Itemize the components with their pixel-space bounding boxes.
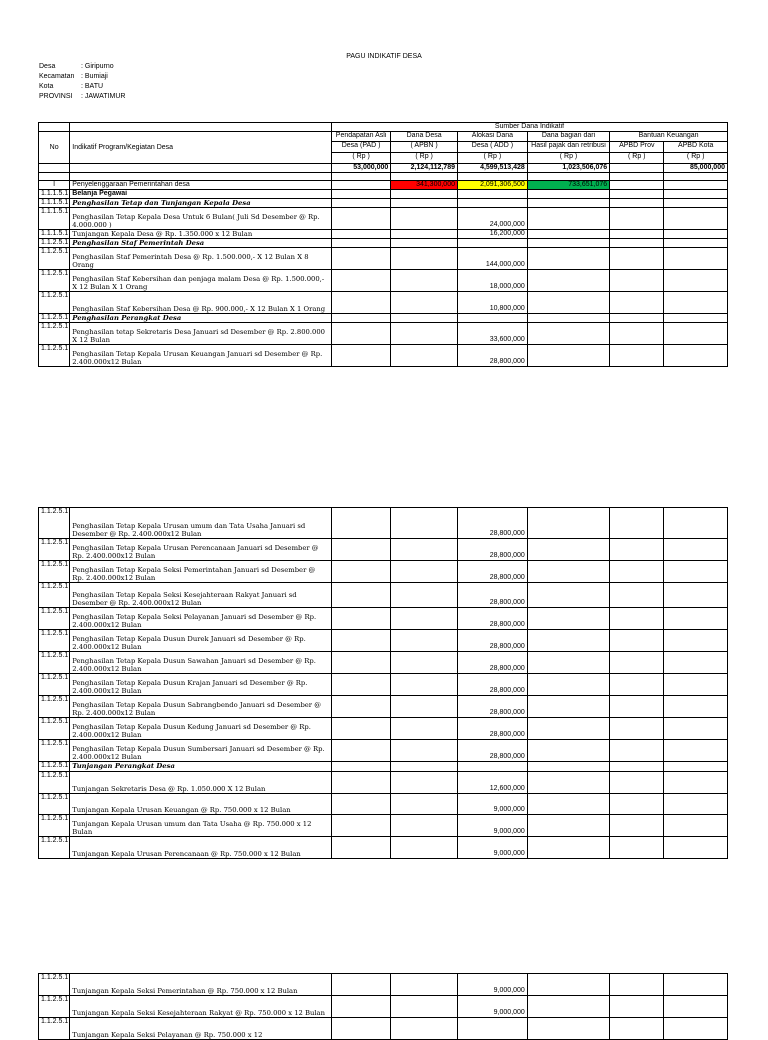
row-description: Penghasilan Tetap Kepala Seksi Pelayanan Januari sd Desember @ Rp. 2.400.000x12 Bulan: [70, 608, 332, 630]
row-add-value: 28,800,000: [458, 508, 528, 539]
table-row: [39, 208, 728, 230]
table-row: [39, 561, 728, 583]
section-label: Penyelenggaraan Pemerintahan desa: [70, 181, 332, 190]
table-row: [39, 652, 728, 674]
row-code: 1.1.2.5.1: [39, 815, 70, 837]
header-add-sub: Desa ( ADD ): [458, 142, 528, 153]
info-row-desa: [39, 62, 125, 72]
header-bhp-sub: Hasil pajak dan retribusi: [527, 142, 609, 153]
row-code: 1.1.2.5.1: [39, 248, 70, 270]
table-row: [39, 508, 728, 539]
row-add-value: 28,800,000: [458, 630, 528, 652]
info-row-kecamatan: [39, 72, 125, 82]
row-code: 1.1.2.5.1: [39, 652, 70, 674]
row-description: Penghasilan Staf Kebersihan dan penjaga malam Desa @ Rp. 1.500.000,- X 12 Bulan X 1 Orang: [70, 270, 332, 292]
row-add-value: 24,000,000: [458, 208, 528, 230]
budget-table-page-1: [38, 122, 728, 367]
row-description: Penghasilan Tetap Kepala Dusun Kedung Januari sd Desember @ Rp. 2.400.000x12 Bulan: [70, 718, 332, 740]
row-add-value: [458, 199, 528, 208]
header-kota: APBD Kota: [664, 142, 728, 153]
header-prov-unit: ( Rp ): [610, 153, 664, 164]
row-add-value: 28,800,000: [458, 345, 528, 367]
totals-row: [39, 164, 728, 173]
row-description: Penghasilan Tetap dan Tunjangan Kepala Desa: [70, 199, 332, 208]
table-row: [39, 270, 728, 292]
table-row: [39, 630, 728, 652]
section-label: Belanja Pegawai: [70, 190, 332, 199]
row-code: 1.1.2.5.1: [39, 974, 70, 996]
row-add-value: 9,000,000: [458, 815, 528, 837]
table-row: [39, 230, 728, 239]
row-description: Tunjangan Kepala Seksi Kesejahteraan Rakyat @ Rp. 750.000 x 12 Bulan: [70, 996, 332, 1018]
colored-add: 2,091,306,500: [458, 181, 528, 190]
row-code: 1.1.2.5.1: [39, 740, 70, 762]
table-row: [39, 583, 728, 608]
row-add-value: 28,800,000: [458, 674, 528, 696]
row-add-value: 144,000,000: [458, 248, 528, 270]
table-row: [39, 674, 728, 696]
info-value: : JAWATIMUR: [81, 93, 126, 100]
empty-row: [39, 173, 728, 181]
table-row: [39, 292, 728, 314]
total-pad: 53,000,000: [331, 164, 390, 173]
section-row: [39, 181, 728, 190]
header-bhp-unit: ( Rp ): [527, 153, 609, 164]
header-pad-unit: ( Rp ): [331, 153, 390, 164]
header-prov: APBD Prov: [610, 142, 664, 153]
row-description: Penghasilan Tetap Kepala Urusan umum dan Tata Usaha Januari sd Desember @ Rp. 2.400.000x12 Bulan: [70, 508, 332, 539]
table-row: [39, 696, 728, 718]
header-blank: [39, 123, 70, 132]
row-description: Penghasilan Tetap Kepala Dusun Durek Januari sd Desember @ Rp. 2.400.000x12 Bulan: [70, 630, 332, 652]
row-code: 1.1.2.5.1: [39, 630, 70, 652]
header-add: Alokasi Dana: [458, 132, 528, 142]
row-code: 1.1.2.5.1: [39, 583, 70, 608]
info-label: Desa: [39, 63, 56, 70]
table-row: [39, 837, 728, 859]
row-code: 1.1.2.5.1: [39, 239, 70, 248]
header-dd-sub: ( APBN ): [391, 142, 458, 153]
header-program: Indikatif Program/Kegiatan Desa: [70, 132, 332, 164]
row-add-value: 33,600,000: [458, 323, 528, 345]
row-add-value: 9,000,000: [458, 837, 528, 859]
header-add-unit: ( Rp ): [458, 153, 528, 164]
row-description: Penghasilan Staf Pemerintah Desa: [70, 239, 332, 248]
row-code: 1.1.2.5.1: [39, 539, 70, 561]
row-code: 1.1.2.5.1: [39, 608, 70, 630]
row-add-value: 18,000,000: [458, 270, 528, 292]
row-add-value: 28,800,000: [458, 583, 528, 608]
row-code: 1.1.1.5.1: [39, 208, 70, 230]
colored-dd: 341,300,000: [391, 181, 458, 190]
row-code: 1.1.2.5.1: [39, 270, 70, 292]
info-row-provinsi: [39, 92, 125, 102]
row-add-value: 9,000,000: [458, 996, 528, 1018]
row-code: 1.1.1.5.1: [39, 230, 70, 239]
total-dd: 2,124,112,789: [391, 164, 458, 173]
info-value: : Bumiaji: [81, 73, 108, 80]
header-no: No: [39, 132, 70, 164]
row-description: Tunjangan Perangkat Desa: [70, 762, 332, 772]
row-add-value: 28,800,000: [458, 539, 528, 561]
table-row: [39, 772, 728, 794]
row-code: 1.1.2.5.1: [39, 696, 70, 718]
info-label: Kota: [39, 83, 54, 90]
table-row: [39, 608, 728, 630]
section-row: [39, 190, 728, 199]
row-code: 1.1.2.5.1: [39, 1018, 70, 1040]
row-description: Tunjangan Sekretaris Desa @ Rp. 1.050.000 X 12 Bulan: [70, 772, 332, 794]
page-title: PAGU INDIKATIF DESA: [346, 53, 422, 60]
row-code: 1.1.2.5.1: [39, 996, 70, 1018]
row-description: Tunjangan Kepala Urusan umum dan Tata Usaha @ Rp. 750.000 x 12 Bulan: [70, 815, 332, 837]
row-code: 1.1.2.5.1: [39, 292, 70, 314]
table-row: [39, 248, 728, 270]
table-row: [39, 199, 728, 208]
table-row: [39, 974, 728, 996]
row-add-value: 9,000,000: [458, 794, 528, 815]
header-pad-sub: Desa (PAD ): [331, 142, 390, 153]
row-code: 1.1.2.5.1: [39, 772, 70, 794]
table-row: [39, 794, 728, 815]
row-add-value: 12,600,000: [458, 772, 528, 794]
row-code: 1.1.2.5.1: [39, 718, 70, 740]
table-row: [39, 539, 728, 561]
total-prov: [610, 164, 664, 173]
table-row: [39, 239, 728, 248]
table-row: [39, 314, 728, 323]
row-description: Penghasilan Tetap Kepala Dusun Krajan Januari sd Desember @ Rp. 2.400.000x12 Bulan: [70, 674, 332, 696]
row-description: Tunjangan Kepala Desa @ Rp. 1.350.000 x 12 Bulan: [70, 230, 332, 239]
header-bhp: Dana bagian dari: [527, 132, 609, 142]
row-code: 1.1.2.5.1: [39, 345, 70, 367]
table-row: [39, 718, 728, 740]
header-kota-unit: ( Rp ): [664, 153, 728, 164]
row-add-value: [458, 314, 528, 323]
row-add-value: [458, 239, 528, 248]
table-row: [39, 345, 728, 367]
row-code: 1.1.2.5.1: [39, 508, 70, 539]
row-code: 1.1.2.5.1: [39, 323, 70, 345]
table-row: [39, 740, 728, 762]
info-value: : BATU: [81, 83, 104, 90]
row-add-value: [458, 762, 528, 772]
row-description: Penghasilan Staf Pemerintah Desa @ Rp. 1.500.000,- X 12 Bulan X 8 Orang: [70, 248, 332, 270]
row-code: 1.1.2.5.1: [39, 762, 70, 772]
table-row: [39, 996, 728, 1018]
row-add-value: 28,800,000: [458, 696, 528, 718]
row-add-value: 28,800,000: [458, 718, 528, 740]
info-row-kota: [39, 82, 125, 92]
table-row: [39, 762, 728, 772]
row-add-value: [458, 1018, 528, 1040]
row-add-value: 10,800,000: [458, 292, 528, 314]
section-no: I: [39, 181, 70, 190]
row-description: Penghasilan Perangkat Desa: [70, 314, 332, 323]
row-code: 1.1.2.5.1: [39, 674, 70, 696]
section-no: 1.1.1.5.1: [39, 190, 70, 199]
row-code: 1.1.2.5.1: [39, 561, 70, 583]
header-dd: Dana Desa: [391, 132, 458, 142]
row-add-value: 28,800,000: [458, 561, 528, 583]
row-description: Penghasilan Tetap Kepala Dusun Sawahan Januari sd Desember @ Rp. 2.400.000x12 Bulan: [70, 652, 332, 674]
row-description: Penghasilan Tetap Kepala Seksi Kesejahteraan Rakyat Januari sd Desember @ Rp. 2.400.000x12 Bulan: [70, 583, 332, 608]
row-description: Tunjangan Kepala Urusan Keuangan @ Rp. 750.000 x 12 Bulan: [70, 794, 332, 815]
info-value: : Giripurno: [81, 63, 114, 70]
info-label: PROVINSI: [39, 93, 73, 100]
row-add-value: 28,800,000: [458, 740, 528, 762]
row-description: Penghasilan Tetap Kepala Seksi Pemerintahan Januari sd Desember @ Rp. 2.400.000x12 Bulan: [70, 561, 332, 583]
budget-table-page-3: [38, 973, 728, 1040]
row-add-value: 9,000,000: [458, 974, 528, 996]
row-code: 1.1.2.5.1: [39, 794, 70, 815]
row-description: Penghasilan tetap Sekretaris Desa Januari sd Desember @ Rp. 2.800.000 X 12 Bulan: [70, 323, 332, 345]
total-add: 4,599,513,428: [458, 164, 528, 173]
table-row: [39, 815, 728, 837]
header-blank: [70, 123, 332, 132]
header-sumber-dana: Sumber Dana Indikatif: [331, 123, 727, 132]
row-description: Penghasilan Tetap Kepala Urusan Perencanaan Januari sd Desember @ Rp. 2.400.000x12 Bulan: [70, 539, 332, 561]
header-dd-unit: ( Rp ): [391, 153, 458, 164]
total-bhp: 1,023,506,076: [527, 164, 609, 173]
row-description: Tunjangan Kepala Urusan Perencanaan @ Rp. 750.000 x 12 Bulan: [70, 837, 332, 859]
row-description: Penghasilan Tetap Kepala Dusun Sabrangbendo Januari sd Desember @ Rp. 2.400.000x12 Bulan: [70, 696, 332, 718]
village-info: [39, 62, 125, 102]
row-description: Penghasilan Tetap Kepala Urusan Keuangan Januari sd Desember @ Rp. 2.400.000x12 Bulan: [70, 345, 332, 367]
header-bantuan-keuangan: Bantuan Keuangan: [610, 132, 728, 142]
budget-table-page-2: [38, 507, 728, 859]
row-description: Tunjangan Kepala Seksi Pemerintahan @ Rp. 750.000 x 12 Bulan: [70, 974, 332, 996]
table-row: [39, 1018, 728, 1040]
row-description: Penghasilan Tetap Kepala Dusun Sumbersari Januari sd Desember @ Rp. 2.400.000x12 Bulan: [70, 740, 332, 762]
row-code: 1.1.1.5.1: [39, 199, 70, 208]
table-row: [39, 323, 728, 345]
row-description: Penghasilan Tetap Kepala Desa Untuk 6 Bulan( Juli Sd Desember @ Rp. 4.000.000 ): [70, 208, 332, 230]
row-code: 1.1.2.5.1: [39, 837, 70, 859]
row-code: 1.1.2.5.1: [39, 314, 70, 323]
total-kota: 85,000,000: [664, 164, 728, 173]
row-add-value: 28,800,000: [458, 608, 528, 630]
row-add-value: 28,800,000: [458, 652, 528, 674]
colored-bhp: 733,651,076: [527, 181, 609, 190]
row-add-value: 16,200,000: [458, 230, 528, 239]
info-label: Kecamatan: [39, 73, 75, 80]
row-description: Tunjangan Kepala Seksi Pelayanan @ Rp. 750.000 x 12: [70, 1018, 332, 1040]
row-description: Penghasilan Staf Kebersihan Desa @ Rp. 900.000,- X 12 Bulan X 1 Orang: [70, 292, 332, 314]
header-pad: Pendapatan Asli: [331, 132, 390, 142]
